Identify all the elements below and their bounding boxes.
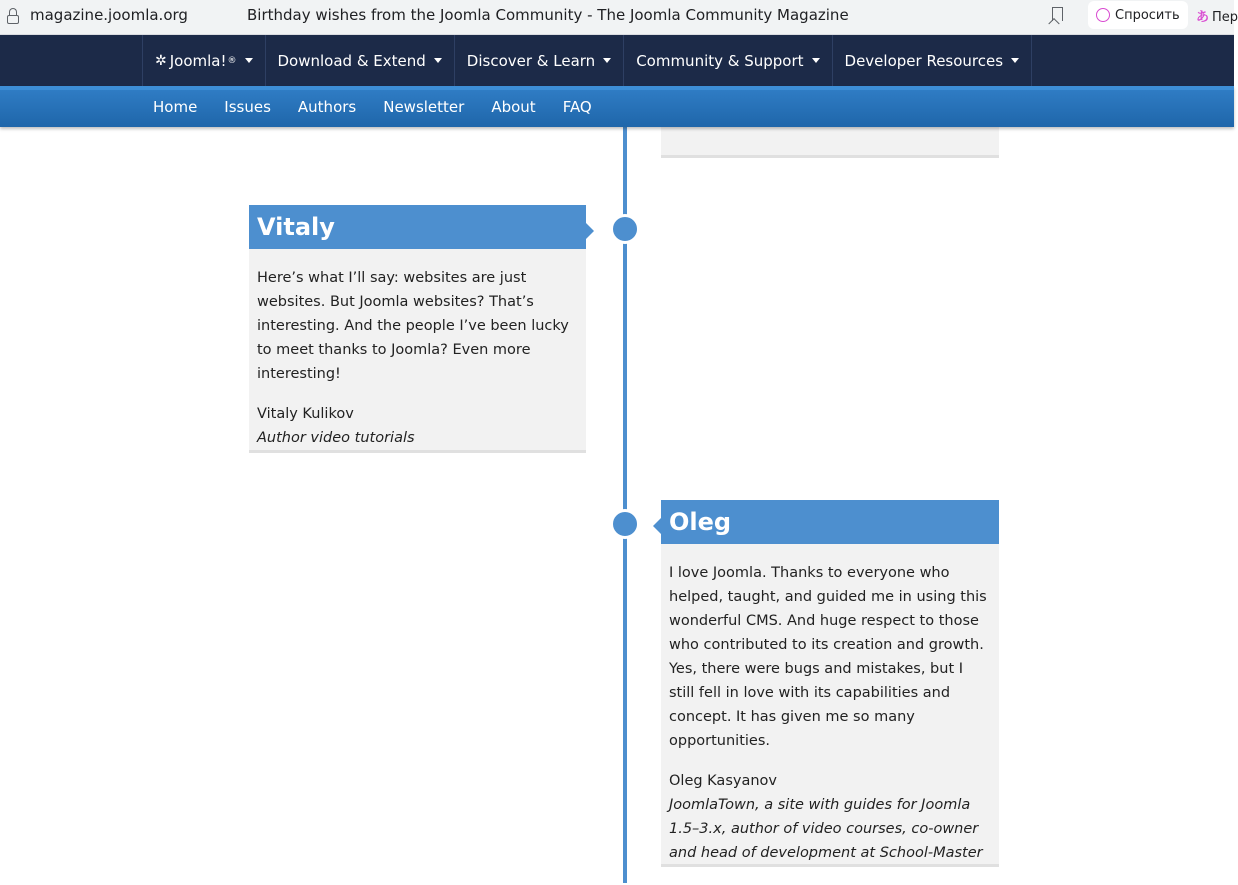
- nav-community-support-label: Community & Support: [636, 51, 804, 70]
- page-tab-title: Birthday wishes from the Joomla Community - The Joomla Community Magazine: [247, 6, 849, 24]
- ask-icon: [1096, 8, 1110, 22]
- timeline-dot: [610, 214, 640, 244]
- card-author: Vitaly Kulikov: [257, 406, 354, 422]
- browser-bar: [0, 0, 1238, 35]
- joomla-logo-icon: ✲: [155, 52, 167, 69]
- bookmark-icon[interactable]: [1052, 7, 1063, 21]
- caret-down-icon: [245, 58, 253, 63]
- caret-down-icon: [434, 58, 442, 63]
- address-bar[interactable]: magazine.joomla.org: [30, 6, 188, 24]
- card-author-role: Author video tutorials: [257, 430, 415, 446]
- translate-button[interactable]: [1196, 6, 1238, 25]
- subnav-newsletter[interactable]: Newsletter: [383, 98, 465, 116]
- card-author: Oleg Kasyanov: [669, 773, 777, 789]
- translate-label: Пер: [1212, 10, 1238, 25]
- subnav-about[interactable]: About: [491, 98, 536, 116]
- card-text: I love Joomla. Thanks to everyone who helped, taught, and guided me in using this wonderful CMS. And huge respect to those who contributed to its creation and growth. Yes, there were bugs and mistakes, but I still fell in love with its capabilities and concept. It has given me so many opportunities.: [669, 565, 987, 749]
- card-author-role: JoomlaTown, a site with guides for Joomla 1.5–3.x, author of video courses, co-owner and head of development at School-Master: [669, 797, 983, 861]
- timeline-card-oleg: [661, 500, 999, 867]
- card-text: Here’s what I’ll say: websites are just websites. But Joomla websites? That’s interesting. And the people I’ve been lucky to meet thanks to Joomla? Even more interesting!: [257, 270, 569, 382]
- nav-discover-learn[interactable]: [454, 35, 623, 86]
- ask-label: Спросить: [1115, 7, 1180, 23]
- magazine-nav: [0, 86, 1234, 127]
- subnav-issues[interactable]: Issues: [224, 98, 271, 116]
- main-nav: [0, 35, 1234, 86]
- card-title: Vitaly: [249, 205, 586, 249]
- subnav-authors[interactable]: Authors: [297, 98, 357, 116]
- subnav-faq[interactable]: FAQ: [562, 98, 592, 116]
- nav-developer-resources[interactable]: [832, 35, 1033, 86]
- nav-developer-resources-label: Developer Resources: [844, 51, 1004, 70]
- nav-joomla-label: Joomla!: [169, 51, 227, 70]
- nav-download-extend[interactable]: [265, 35, 454, 86]
- timeline-card-previous: [661, 127, 999, 158]
- subnav-home[interactable]: Home: [153, 98, 198, 116]
- timeline-card-vitaly: [249, 205, 586, 453]
- nav-joomla[interactable]: [142, 35, 265, 86]
- registered-mark: ®: [227, 55, 237, 66]
- timeline-dot: [610, 509, 640, 539]
- card-title: Oleg: [661, 500, 999, 544]
- ask-button[interactable]: [1088, 1, 1188, 29]
- caret-down-icon: [1011, 58, 1019, 63]
- nav-download-extend-label: Download & Extend: [277, 51, 426, 70]
- translate-icon: あ: [1196, 10, 1210, 25]
- caret-down-icon: [812, 58, 820, 63]
- caret-down-icon: [603, 58, 611, 63]
- lock-icon[interactable]: [7, 8, 19, 24]
- nav-discover-learn-label: Discover & Learn: [466, 51, 596, 70]
- nav-community-support[interactable]: [623, 35, 831, 86]
